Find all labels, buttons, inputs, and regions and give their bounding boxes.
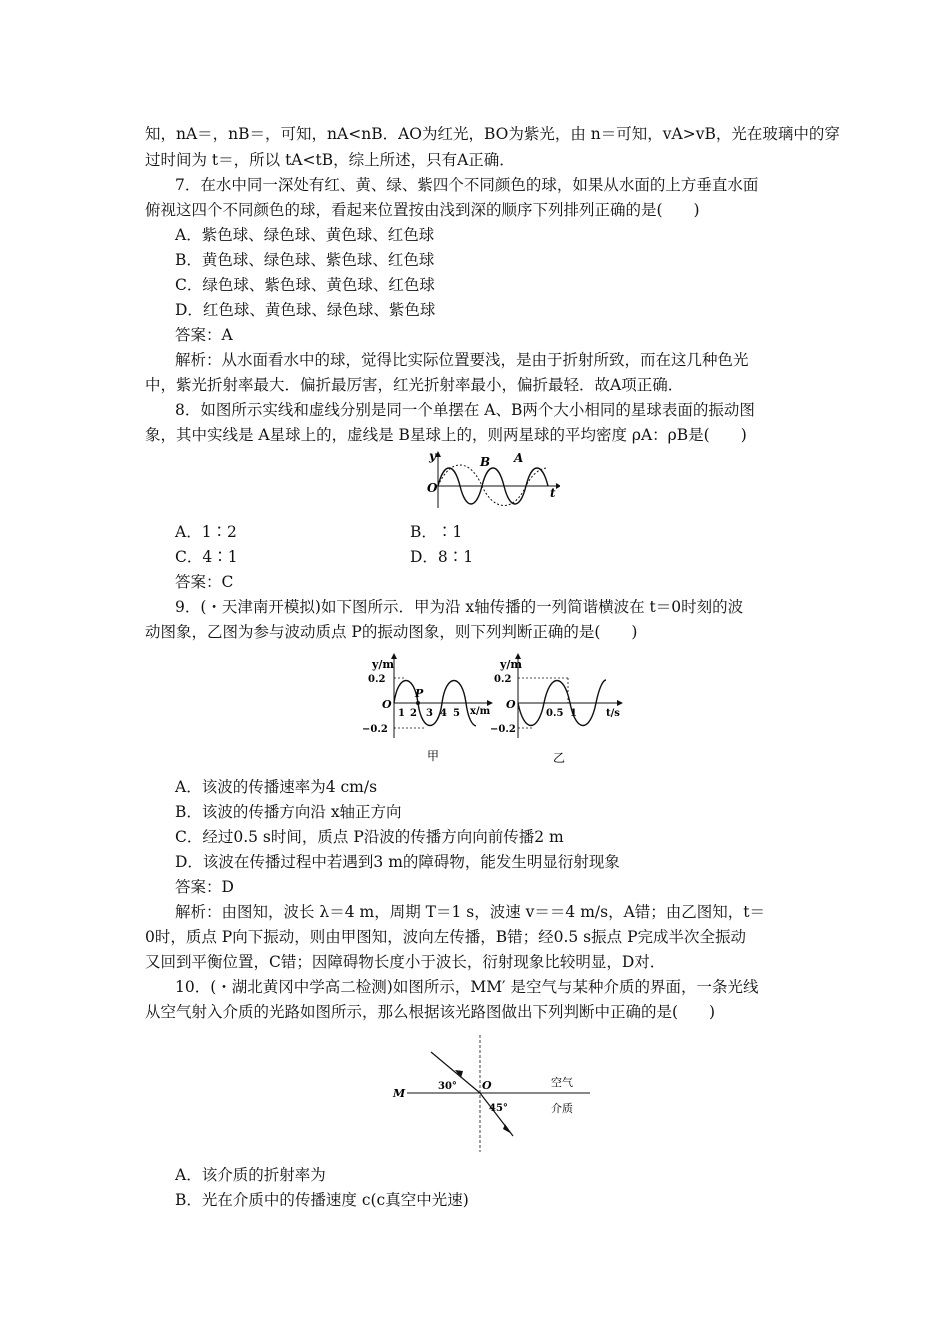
q8-b-label: B — [480, 455, 491, 469]
q7-stem-line2: 俯视这四个不同颜色的球，看起来位置按由浅到深的顺序下列排列正确的是( ) — [145, 201, 700, 219]
q8-option-c: C．4∶1 — [175, 548, 238, 566]
q7-option-d: D．红色球、黄色球、绿色球、紫色球 — [175, 301, 436, 319]
q9-option-a: A．该波的传播速率为4 cm/s — [175, 778, 378, 796]
q9-jia-tick: 5 — [453, 708, 460, 719]
q10-stem-line2: 从空气射入介质的光路如图所示，那么根据该光路图做出下列判断中正确的是( ) — [145, 1003, 716, 1021]
q9-option-b: B．该波的传播方向沿 x轴正方向 — [175, 803, 402, 821]
prev-analysis-line1: 知，nA＝，nB＝，可知，nA<nB．AO为红光，BO为紫光，由 n＝可知，vA>vB，光在玻璃中的穿 — [145, 125, 840, 143]
q9-analysis-line2: 0时，质点 P向下振动，则由甲图知，波向左传播，B错；经0.5 s振点 P完成半次全振动 — [145, 928, 746, 946]
q8-t-label: t — [550, 486, 556, 500]
q9-yi-top: 0.2 — [494, 674, 512, 685]
q7-answer: 答案：A — [175, 326, 233, 344]
q7-stem-line1: 7．在水中同一深处有红、黄、绿、紫四个不同颜色的球，如果从水面的上方垂直水面 — [175, 176, 759, 194]
q9-jia-tick: 2 — [410, 708, 417, 719]
q9-stem-line2: 动图象，乙图为参与波动质点 P的振动图象，则下列判断正确的是( ) — [145, 623, 638, 641]
q10-stem-line1: 10．(・湖北黄冈中学高二检测)如图所示，MM′ 是空气与某种介质的界面，一条光线 — [175, 978, 759, 996]
q9-option-d: D．该波在传播过程中若遇到3 m的障碍物，能发生明显衍射现象 — [175, 853, 620, 871]
q8-option-a: A．1∶2 — [175, 523, 237, 541]
q10-angle-30: 30° — [438, 1081, 457, 1092]
q10-air-label: 空气 — [551, 1076, 573, 1089]
q8-option-d: D．8∶1 — [410, 548, 474, 566]
q9-stem-line1: 9．(・天津南开模拟)如下图所示．甲为沿 x轴传播的一列简谐横波在 t＝0时刻的波 — [175, 598, 744, 616]
q9-analysis-line1: 解析：由图知，波长 λ＝4 m，周期 T＝1 s，波速 v＝＝4 m/s，A错；由乙图知，t＝ — [175, 903, 766, 921]
q8-y-label: y — [429, 450, 436, 463]
q10-refraction-figure — [385, 1030, 600, 1155]
q8-option-b: B．∶1 — [410, 523, 463, 541]
q9-vibration-figure-yi — [490, 650, 630, 765]
q7-analysis-line2: 中，紫光折射率最大．偏折最厉害，红光折射率最小，偏折最轻．故A项正确． — [145, 376, 684, 394]
q9-jia-caption: 甲 — [427, 749, 440, 763]
q8-a-label: A — [514, 451, 524, 465]
q9-jia-ylabel: y/m — [372, 658, 395, 671]
q10-option-b: B．光在介质中的传播速度 c(c真空中光速) — [175, 1191, 469, 1209]
q10-option-a: A．该介质的折射率为 — [175, 1166, 326, 1184]
q9-jia-bottom: −0.2 — [362, 724, 388, 735]
q9-wave-figure-jia — [360, 650, 495, 765]
q9-jia-tick: 1 — [398, 708, 405, 719]
q9-jia-p-label: P — [415, 687, 424, 700]
q10-angle-45: 45° — [489, 1103, 508, 1114]
q9-jia-xlabel: x/m — [470, 706, 491, 717]
q9-yi-ylabel: y/m — [500, 658, 523, 671]
q9-yi-tick: 0.5 — [546, 708, 564, 719]
q9-answer: 答案：D — [175, 878, 234, 896]
q10-medium-label: 介质 — [551, 1102, 573, 1115]
q9-yi-bottom: −0.2 — [490, 724, 516, 735]
q7-option-c: C．绿色球、紫色球、黄色球、红色球 — [175, 276, 435, 294]
prev-analysis-line2: 过时间为 t＝，所以 tA<tB，综上所述，只有A正确． — [145, 151, 515, 169]
q9-jia-tick: 4 — [440, 708, 447, 719]
q7-analysis-line1: 解析：从水面看水中的球，觉得比实际位置要浅，是由于折射所致，而在这几种色光 — [175, 351, 749, 369]
q9-jia-top: 0.2 — [368, 674, 386, 685]
q8-stem-line1: 8．如图所示实线和虚线分别是同一个单摆在 A、B两个大小相同的星球表面的振动图 — [175, 401, 755, 419]
q9-jia-origin: O — [382, 698, 392, 711]
q10-m-label: M — [393, 1087, 406, 1100]
q8-answer: 答案：C — [175, 573, 234, 591]
q10-o-label: O — [482, 1079, 492, 1092]
q9-analysis-line3: 又回到平衡位置，C错；因障碍物长度小于波长，衍射现象比较明显，D对． — [145, 953, 666, 971]
q9-jia-tick: 3 — [426, 708, 433, 719]
q9-yi-xlabel: t/s — [606, 708, 620, 719]
q9-yi-tick: 1 — [570, 708, 577, 719]
q9-yi-origin: O — [506, 698, 516, 711]
q9-yi-caption: 乙 — [553, 751, 566, 765]
q7-option-b: B．黄色球、绿色球、紫色球、红色球 — [175, 251, 435, 269]
q9-point-p — [416, 701, 420, 705]
q7-option-a: A．紫色球、绿色球、黄色球、红色球 — [175, 226, 435, 244]
q8-oscillation-figure — [420, 450, 560, 512]
q8-stem-line2: 象，其中实线是 A星球上的，虚线是 B星球上的，则两星球的平均密度 ρA：ρB是( ) — [145, 426, 747, 444]
q9-option-c: C．经过0.5 s时间，质点 P沿波的传播方向向前传播2 m — [175, 828, 564, 846]
q8-origin-label: O — [427, 481, 438, 495]
